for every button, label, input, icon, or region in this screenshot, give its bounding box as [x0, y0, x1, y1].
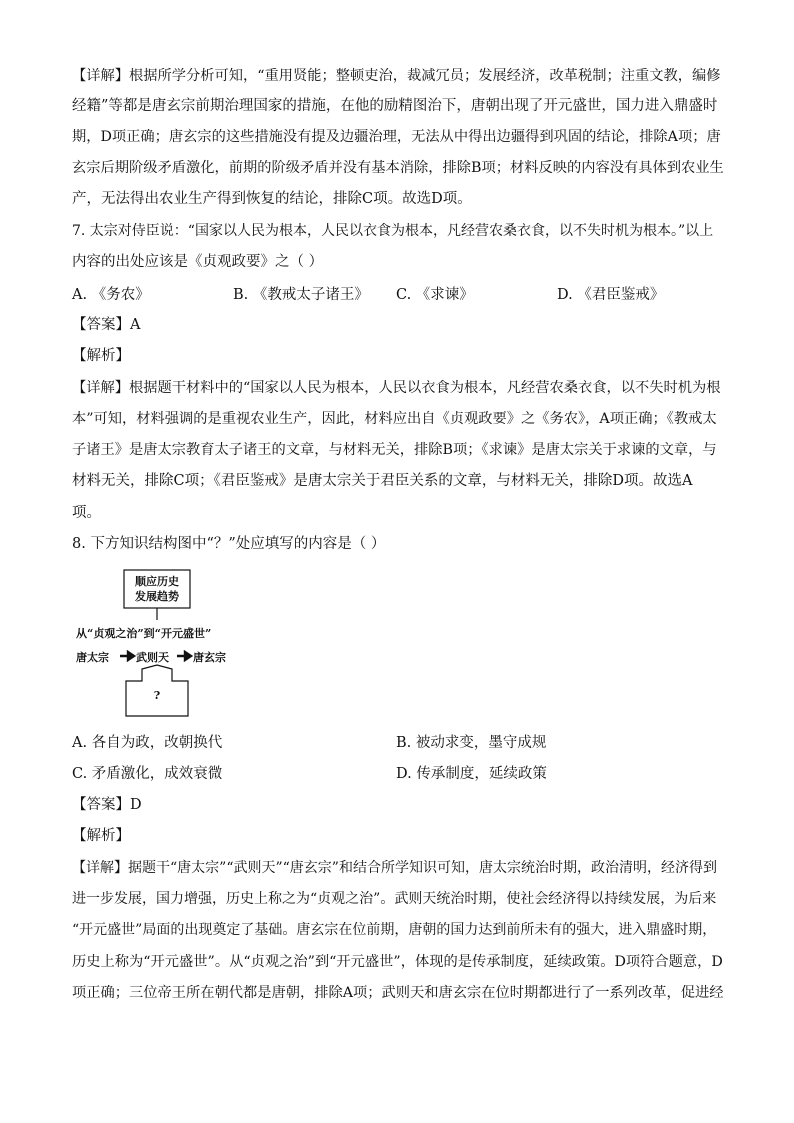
emperor-xuanzong: 唐玄宗	[193, 651, 226, 664]
q8-detail-line-1: 【详解】据题干“唐太宗”“武则天”“唐玄宗”和结合所学知识可知，唐太宗统治时期，政治清明，经济得到	[72, 860, 717, 876]
q7-option-a: A. 《务农》	[72, 287, 150, 303]
q7-analysis-heading: 【解析】	[72, 348, 130, 364]
knowledge-structure-diagram	[74, 568, 260, 720]
q7-detail-line-2: 本”可知，材料强调的是重视农业生产，因此，材料应出自《贞观政要》之《务农》，A项正确；《教戒太	[72, 411, 717, 427]
q7-option-d: D. 《君臣鉴戒》	[557, 287, 665, 303]
q7-detail-line-3: 子诸王》是唐太宗教育太子诸王的文章，与材料无关，排除B项；《求谏》是唐太宗关于求谏的文章，与	[72, 442, 717, 458]
q7-option-c: C. 《求谏》	[396, 287, 474, 303]
q8-option-c: C. 矛盾激化，成效衰微	[72, 766, 223, 782]
q8-option-b: B. 被动求变，墨守成规	[396, 735, 547, 751]
q8-detail-line-4: 历史上称为“开元盛世”。从“贞观之治”到“开元盛世”，体现的是传承制度，延续政策。D项符合题意，D	[72, 954, 723, 970]
arrow-right-icon	[177, 652, 191, 660]
q7-option-b: B. 《教戒太子诸王》	[233, 287, 369, 303]
unknown-mark: ?	[153, 689, 161, 702]
q8-detail-line-2: 进一步发展，国力增强，历史上称之为“贞观之治”。武则天统治时期，使社会经济得以持续发展，为后来	[72, 891, 717, 907]
emperor-wuzetian: 武则天	[136, 651, 169, 664]
q7-detail-line-4: 材料无关，排除C项；《君臣鉴戒》是唐太宗关于君臣关系的文章，与材料无关，排除D项。故选A	[72, 473, 693, 489]
q7-stem-line-2: 内容的出处应该是《贞观政要》之（ ）	[72, 254, 324, 270]
emperor-taizong: 唐太宗	[76, 651, 109, 664]
q7-stem-line-1: 7. 太宗对侍臣说：“国家以人民为根本，人民以衣食为根本，凡经营农桑衣食，以不失时机为根本。”以上	[72, 223, 714, 239]
q8-analysis-heading: 【解析】	[72, 828, 130, 844]
q7-detail-line-5: 项。	[72, 505, 101, 521]
trend-box-text-1: 顺应历史	[135, 575, 179, 588]
q8-answer: 【答案】D	[72, 797, 142, 813]
arrow-right-icon	[120, 652, 134, 660]
q7-answer: 【答案】A	[72, 317, 141, 333]
q6-detail-line-3: 期，D项正确；唐玄宗的这些措施没有提及边疆治理，无法从中得出边疆得到巩固的结论，排除A项；唐	[72, 129, 721, 145]
q8-option-a: A. 各自为政，改朝换代	[72, 735, 223, 751]
q6-detail-line-4: 玄宗后期阶级矛盾激化，前期的阶级矛盾并没有基本消除，排除B项；材料反映的内容没有具体到农业生	[72, 160, 724, 176]
q6-detail-line-1: 【详解】根据所学分析可知，“重用贤能；整顿吏治，裁减冗员；发展经济，改革税制；注重文教，编修	[72, 68, 721, 84]
q7-detail-line-1: 【详解】根据题干材料中的“国家以人民为根本，人民以衣食为根本，凡经营农桑衣食，以不失时机为根	[72, 380, 721, 396]
q8-detail-line-5: 项正确；三位帝王所在朝代都是唐朝，排除A项；武则天和唐玄宗在位时期都进行了一系列改革，促进经	[72, 985, 724, 1001]
q8-detail-line-3: “开元盛世”局面的出现奠定了基础。唐玄宗在位前期，唐朝的国力达到前所未有的强大，进入鼎盛时期，	[72, 922, 717, 938]
q8-option-d: D. 传承制度，延续政策	[396, 766, 547, 782]
q6-detail-line-5: 产，无法得出农业生产得到恢复的结论，排除C项。故选D项。	[72, 191, 472, 207]
era-span-label: 从“贞观之治”到“开元盛世”	[76, 627, 212, 640]
q6-detail-line-2: 经籍”等都是唐玄宗前期治理国家的措施，在他的励精图治下，唐朝出现了开元盛世，国力进入鼎盛时	[72, 98, 718, 114]
q8-stem: 8. 下方知识结构图中“？”处应填写的内容是（ ）	[72, 536, 386, 552]
trend-box-text-2: 发展趋势	[135, 590, 179, 603]
